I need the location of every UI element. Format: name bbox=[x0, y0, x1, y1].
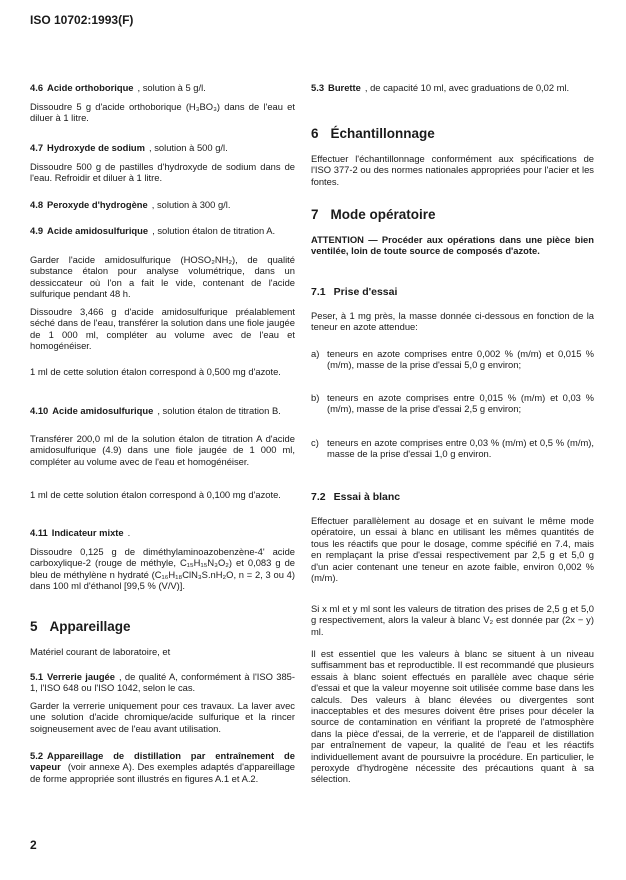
section-5-heading: 5 Appareillage bbox=[30, 619, 131, 634]
section-5-3-title: 5.3 Burette , de capacité 10 ml, avec graduations de 0,02 ml. bbox=[311, 82, 570, 93]
section-4-11-body: Dissoudre 0,125 g de diméthylaminoazobenzène-4' acide carboxylique-2 (rouge de méthyle, C₁₅H₁₅N₃O₂) et 0,083 g de bleu de méthylène n hydraté (C₁₆H₁₈ClN₃S.nH₂O, n = 2, 3 ou 4) dans 100 ml d'éthanol [99,5 % (V/V)]. bbox=[30, 546, 295, 592]
section-7-1-heading: 7.1 Prise d'essai bbox=[311, 286, 398, 298]
section-4-6-body: Dissoudre 5 g d'acide orthoborique (H₃BO₃) dans de l'eau et diluer à 1 litre. bbox=[30, 101, 295, 124]
section-4-6-title: 4.6 Acide orthoborique , solution à 5 g/l. bbox=[30, 82, 206, 93]
section-7-2-heading: 7.2 Essai à blanc bbox=[311, 491, 401, 503]
section-7-2-p1: Effectuer parallèlement au dosage et en suivant le même mode opératoire, un essai à blanc en utilisant les mêmes quantités de tous les réactifs que pour le dosage, comme spécifié en 7.4, mais en remplaçant la prise d'essai respectivement par 2,5 g et 5,0 g d'un acier contenant une teneur en azote faible, environ 0,002 % (m/m). bbox=[311, 515, 594, 584]
section-4-10-p2: 1 ml de cette solution étalon correspond à 0,100 mg d'azote. bbox=[30, 489, 281, 500]
list-item: c) teneurs en azote comprises entre 0,03 % (m/m) et 0,5 % (m/m), masse de la prise d'essai 1,0 g environ. bbox=[311, 437, 594, 460]
list-item: b) teneurs en azote comprises entre 0,015 % (m/m) et 0,03 % (m/m), masse de la prise d'essai 2,5 g environ; bbox=[311, 392, 594, 415]
section-4-7-title: 4.7 Hydroxyde de sodium , solution à 500 g/l. bbox=[30, 142, 228, 153]
section-4-9-title: 4.9 Acide amidosulfurique , solution étalon de titration A. bbox=[30, 225, 276, 236]
section-4-9-p2: Dissoudre 3,466 g d'acide amidosulfurique préalablement séché dans de l'eau, transférer la solution dans une fiole jaugée de 1 000 ml, compléter au volume avec de l'eau et homogénéiser. bbox=[30, 306, 295, 352]
section-4-9-p3: 1 ml de cette solution étalon correspond à 0,500 mg d'azote. bbox=[30, 366, 281, 377]
section-5-1-body: Garder la verrerie uniquement pour ces travaux. La laver avec une solution d'acide chromique/acide sulfurique et la rincer soigneusement avec de l'eau avant utilisation. bbox=[30, 700, 295, 734]
section-4-10-title: 4.10 Acide amidosulfurique , solution étalon de titration B. bbox=[30, 405, 281, 416]
section-4-9-p1: Garder l'acide amidosulfurique (HOSO₂NH₂), de qualité substance étalon pour analyse volumétrique, dans un dessiccateur où l'on a fait le vide, contenant de l'acide sulfurique pendant 48 h. bbox=[30, 254, 295, 300]
section-5-1-title: 5.1 Verrerie jaugée , de qualité A, conformément à l'ISO 385-1, l'ISO 648 ou l'ISO 1042, selon le cas. bbox=[30, 671, 296, 694]
section-4-8-title: 4.8 Peroxyde d'hydrogène , solution à 300 g/l. bbox=[30, 199, 231, 210]
attention-notice: ATTENTION — Procéder aux opérations dans une pièce bien ventilée, loin de toute source de composés d'azote. bbox=[311, 234, 594, 257]
section-7-1-body: Peser, à 1 mg près, la masse donnée ci-dessous en fonction de la teneur en azote attendue: bbox=[311, 310, 594, 333]
section-7-2-p2: Si x ml et y ml sont les valeurs de titration des prises de 2,5 g et 5,0 g respectivement, alors la valeur à blanc V₂ est donnée par (2x − y) ml. bbox=[311, 603, 594, 637]
section-4-11-title: 4.11 Indicateur mixte . bbox=[30, 527, 131, 538]
section-4-10-p1: Transférer 200,0 ml de la solution étalon de titration A d'acide amidosulfurique (4.9) dans une fiole jaugée de 1 000 ml, compléter au volume avec de l'eau et homogénéiser. bbox=[30, 433, 295, 467]
page-header: ISO 10702:1993(F) bbox=[30, 13, 134, 27]
section-7-heading: 7 Mode opératoire bbox=[311, 207, 436, 222]
section-6-body: Effectuer l'échantillonnage conformément aux spécifications de l'ISO 377-2 ou des normes nationales appropriées pour l'acier et les fontes. bbox=[311, 153, 594, 187]
page-number: 2 bbox=[30, 838, 37, 852]
section-6-heading: 6 Échantillonnage bbox=[311, 126, 435, 141]
section-5-2-title: 5.2 Appareillage de distillation par entraînement de vapeur (voir annexe A). Des exemples adaptés d'appareillage de forme appropriée sont illustrés en figures A.1 et A.2. bbox=[30, 750, 295, 784]
section-7-2-p3: Il est essentiel que les valeurs à blanc se situent à un niveau suffisamment bas et reproductible. Il est recommandé que plusieurs essais à blanc soient effectués en parallèle avec chaque série d'essai et que la valeur moyenne soit utilisée comme base dans les calculs. Des valeurs à blanc élevées ou divergentes sont inacceptables et des mesures doivent être prises pour déceler la source de contamination en vérifiant la propreté de l'atmosphère dans la pièce d'essai, de la verrerie, et de l'appareil de distillation par entraînement de vapeur, la qualité de l'eau et les réactifs individuellement avant de poursuivre la procédure. En particulier, le peroxyde d'hydrogène nécessite des précautions quant à sa sélection. bbox=[311, 648, 594, 785]
list-item: a) teneurs en azote comprises entre 0,002 % (m/m) et 0,015 % (m/m), masse de la prise d'essai 5,0 g environ; bbox=[311, 348, 594, 371]
section-5-intro: Matériel courant de laboratoire, et bbox=[30, 646, 171, 657]
section-4-7-body: Dissoudre 500 g de pastilles d'hydroxyde de sodium dans de l'eau. Refroidir et diluer à 1 litre. bbox=[30, 161, 295, 184]
